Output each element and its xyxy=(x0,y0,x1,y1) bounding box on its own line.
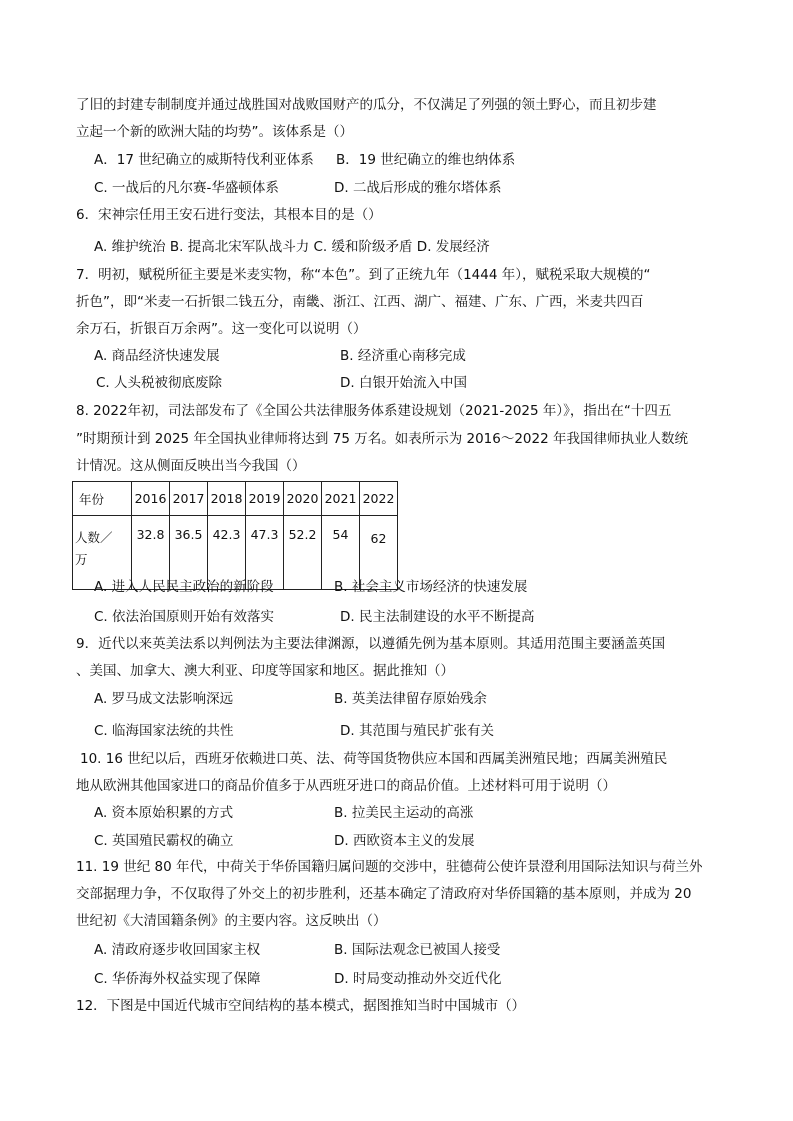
table-cell-year: 2016 xyxy=(132,482,170,516)
option-d: D. 其范围与殖民扩张有关 xyxy=(340,723,494,739)
option-b: B. 经济重心南移完成 xyxy=(340,348,466,364)
table-cell-year: 2018 xyxy=(208,482,246,516)
option-b: B. 国际法观念已被国人接受 xyxy=(334,942,501,958)
option-c: C. 华侨海外权益实现了保障 xyxy=(94,971,261,987)
option-b: B．19 世纪确立的维也纳体系 xyxy=(336,152,516,168)
option-a: A. 清政府逐步收回国家主权 xyxy=(94,942,261,958)
option-d: D. 白银开始流入中国 xyxy=(340,375,467,391)
text-line: 立起一个新的欧洲大陆的均势”。该体系是（） xyxy=(76,124,353,140)
option-c: C. 临海国家法统的共性 xyxy=(94,723,234,739)
option-b: B. 英美法律留存原始残余 xyxy=(334,691,487,707)
text-line: 地从欧洲其他国家进口的商品价值多于从西班牙进口的商品价值。上述材料可用于说明（） xyxy=(76,778,616,794)
text-line: 世纪初《大清国籍条例》的主要内容。这反映出（） xyxy=(76,913,387,929)
table-cell-value: 62 xyxy=(360,516,398,590)
table-cell-value: 36.5 xyxy=(170,516,208,590)
option-a: A. 资本原始积累的方式 xyxy=(94,805,234,821)
option-c: C. 人头税被彻底废除 xyxy=(96,375,223,391)
option-d: D. 民主法制建设的水平不断提高 xyxy=(340,609,535,625)
option-a: A. 进入人民民主政治的新阶段 xyxy=(94,579,274,595)
option-d: D. 西欧资本主义的发展 xyxy=(334,833,475,849)
question-12: 12．下图是中国近代城市空间结构的基本模式，据图推知当时中国城市（） xyxy=(76,998,526,1014)
question-10: 10. 16 世纪以后，西班牙依赖进口英、法、荷等国货物供应本国和西属美洲殖民地；西属美洲殖民 xyxy=(80,751,668,767)
table-cell-value: 42.3 xyxy=(208,516,246,590)
table-cell-value: 32.8 xyxy=(132,516,170,590)
option-d: D. 时局变动推动外交近代化 xyxy=(334,971,502,987)
option-a: A. 商品经济快速发展 xyxy=(94,348,220,364)
table-cell-value: 54 xyxy=(322,516,360,590)
table-header-count-line1: 人数／ xyxy=(75,530,113,545)
text-line: 计情况。这从侧面反映出当今我国（） xyxy=(76,458,306,474)
table-cell-value: 47.3 xyxy=(246,516,284,590)
table-cell-value: 52.2 xyxy=(284,516,322,590)
option-b: B. 拉美民主运动的高涨 xyxy=(334,805,474,821)
table-header-count-line2: 万 xyxy=(75,552,88,567)
text-line: 了旧的封建专制制度并通过战胜国对战败国财产的瓜分，不仅满足了列强的领土野心，而且初步建 xyxy=(76,97,657,113)
text-line: ”时期预计到 2025 年全国执业律师将达到 75 万名。如表所示为 2016～2022 年我国律师执业人数统 xyxy=(76,431,688,447)
table-cell-year: 2020 xyxy=(284,482,322,516)
text-line: 余万石，折银百万余两”。这一变化可以说明（） xyxy=(76,321,367,337)
option-c: C. 依法治国原则开始有效落实 xyxy=(94,609,275,625)
table-cell-year: 2021 xyxy=(322,482,360,516)
question-9: 9．近代以来英美法系以判例法为主要法律渊源，以遵循先例为基本原则。其适用范围主要涵盖英国 xyxy=(76,636,666,652)
option-a: A．17 世纪确立的威斯特伐利亚体系 xyxy=(94,152,314,168)
question-11: 11. 19 世纪 80 年代，中荷关于华侨国籍归属问题的交涉中，驻德荷公使许景澄利用国际法知识与荷兰外 xyxy=(76,859,703,875)
text-line: 折色”，即“米麦一石折银二钱五分，南畿、浙江、江西、湖广、福建、广东、广西，米麦共四百 xyxy=(76,294,644,310)
lawyer-stats-table xyxy=(72,481,398,590)
question-6: 6．宋神宗任用王安石进行变法，其根本目的是（） xyxy=(76,207,382,223)
option-b: B. 社会主义市场经济的快速发展 xyxy=(334,579,528,595)
table-cell-year: 2022 xyxy=(360,482,398,516)
question-7: 7．明初，赋税所征主要是米麦实物，称“本色”。到了正统九年（1444 年），赋税采取大规模的“ xyxy=(76,267,651,283)
question-8: 8. 2022年初，司法部发布了《全国公共法律服务体系建设规划（2021-2025 年）》，指出在“十四五 xyxy=(76,403,672,419)
options-row: A. 维护统治 B. 提高北宋军队战斗力 C. 缓和阶级矛盾 D. 发展经济 xyxy=(94,239,490,255)
text-line: 交部据理力争，不仅取得了外交上的初步胜利，还基本确定了清政府对华侨国籍的基本原则，并成为 20 xyxy=(76,886,692,902)
text-line: 、美国、加拿大、澳大利亚、印度等国家和地区。据此推知（） xyxy=(76,663,454,679)
option-c: C. 英国殖民霸权的确立 xyxy=(94,833,234,849)
table-cell-year: 2019 xyxy=(246,482,284,516)
table-header-year: 年份 xyxy=(73,482,132,516)
option-a: A. 罗马成文法影响深远 xyxy=(94,691,234,707)
option-c: C. 一战后的凡尔赛-华盛顿体系 xyxy=(94,180,279,196)
option-d: D. 二战后形成的雅尔塔体系 xyxy=(334,180,502,196)
table-cell-year: 2017 xyxy=(170,482,208,516)
